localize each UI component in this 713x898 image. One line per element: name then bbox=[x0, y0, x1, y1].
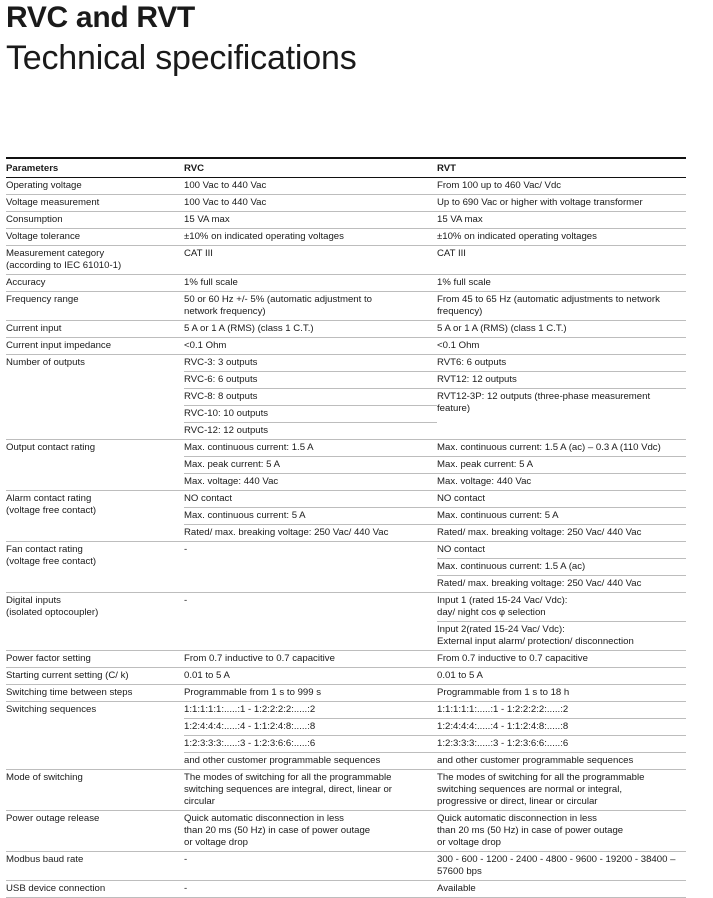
rvt-item: 1:1:1:1:1:.....:1 - 1:2:2:2:2:.....:2 bbox=[437, 702, 686, 719]
rvt-text: <0.1 Ohm bbox=[437, 340, 480, 351]
rvt-item: RVT12: 12 outputs bbox=[437, 372, 686, 389]
table-row bbox=[6, 275, 686, 292]
parameter-text: Modbus baud rate bbox=[6, 854, 84, 865]
parameter-text: Output contact rating bbox=[6, 442, 96, 453]
rvc-text: - bbox=[184, 595, 188, 606]
header-parameters: Parameters bbox=[6, 158, 184, 178]
rvt-text: 0.01 to 5 A bbox=[437, 670, 483, 681]
rvt-text: Available bbox=[437, 883, 476, 894]
parameter-text: (voltage free contact) bbox=[6, 556, 97, 567]
rvc-item: RVC-10: 10 outputs bbox=[184, 406, 437, 423]
table-row bbox=[6, 668, 686, 685]
rvt-text: than 20 ms (50 Hz) in case of power outage bbox=[437, 825, 624, 836]
rvt-text: From 0.7 inductive to 0.7 capacitive bbox=[437, 653, 588, 664]
rvc-cell bbox=[184, 811, 437, 852]
rvt-item: Max. peak current: 5 A bbox=[437, 457, 686, 474]
rvc-item: and other customer programmable sequences bbox=[184, 755, 381, 766]
rvc-cell bbox=[184, 229, 437, 246]
rvt-item: RVT6: 6 outputs bbox=[437, 355, 686, 372]
rvt-cell bbox=[437, 229, 686, 246]
rvt-item: Max. continuous current: 1.5 A (ac) – 0.3 A (110 Vdc) bbox=[437, 440, 686, 457]
rvc-text: 5 A or 1 A (RMS) (class 1 C.T.) bbox=[184, 323, 314, 334]
parameter-cell bbox=[6, 178, 184, 195]
rvt-cell bbox=[437, 811, 686, 852]
table-row bbox=[6, 852, 686, 881]
rvc-text: circular bbox=[184, 796, 215, 807]
rvt-text: CAT III bbox=[437, 248, 466, 259]
rvc-text: - bbox=[184, 854, 188, 865]
rvc-text: network frequency) bbox=[184, 306, 266, 317]
table-row bbox=[6, 491, 686, 542]
rvt-item: Max. voltage: 440 Vac bbox=[437, 476, 532, 487]
rvt-cell bbox=[437, 881, 686, 898]
table-row bbox=[6, 542, 686, 593]
parameter-cell bbox=[6, 440, 184, 491]
parameter-cell bbox=[6, 338, 184, 355]
table-row bbox=[6, 440, 686, 491]
rvt-text: 15 VA max bbox=[437, 214, 483, 225]
rvt-text: The modes of switching for all the programmable bbox=[437, 772, 645, 783]
rvc-cell bbox=[184, 852, 437, 881]
rvt-text: progressive or direct, linear or circular bbox=[437, 796, 598, 807]
rvc-cell bbox=[184, 702, 437, 770]
parameter-text: Power factor setting bbox=[6, 653, 91, 664]
parameter-cell bbox=[6, 668, 184, 685]
table-row bbox=[6, 651, 686, 668]
rvc-text: 100 Vac to 440 Vac bbox=[184, 180, 267, 191]
rvc-item: NO contact bbox=[184, 491, 437, 508]
table-row bbox=[6, 593, 686, 651]
rvc-text: 15 VA max bbox=[184, 214, 230, 225]
rvc-text: From 0.7 inductive to 0.7 capacitive bbox=[184, 653, 335, 664]
rvt-text: 1% full scale bbox=[437, 277, 491, 288]
table-row bbox=[6, 685, 686, 702]
rvt-cell bbox=[437, 491, 686, 542]
table-body bbox=[6, 178, 686, 898]
rvc-item: Rated/ max. breaking voltage: 250 Vac/ 440 Vac bbox=[184, 527, 389, 538]
table-row bbox=[6, 811, 686, 852]
parameter-cell bbox=[6, 852, 184, 881]
parameter-cell bbox=[6, 212, 184, 229]
rvt-text: 5 A or 1 A (RMS) (class 1 C.T.) bbox=[437, 323, 567, 334]
rvt-text: Quick automatic disconnection in less bbox=[437, 813, 597, 824]
parameter-cell bbox=[6, 229, 184, 246]
rvt-item: RVT12-3P: 12 outputs (three-phase measurement feature) bbox=[437, 391, 651, 414]
table-row bbox=[6, 770, 686, 811]
rvc-cell bbox=[184, 440, 437, 491]
parameter-text: Alarm contact rating bbox=[6, 493, 92, 504]
rvt-text: 300 - 600 - 1200 - 2400 - 4800 - 9600 - 19200 - 38400 – bbox=[437, 854, 676, 865]
rvt-text: From 100 up to 460 Vac/ Vdc bbox=[437, 180, 562, 191]
rvt-cell bbox=[437, 852, 686, 881]
rvt-item: Max. continuous current: 5 A bbox=[437, 508, 686, 525]
rvc-text: - bbox=[184, 883, 188, 894]
parameter-text: (according to IEC 61010-1) bbox=[6, 260, 122, 271]
parameter-text: (isolated optocoupler) bbox=[6, 607, 99, 618]
rvc-text: or voltage drop bbox=[184, 837, 248, 848]
rvc-cell bbox=[184, 685, 437, 702]
parameter-text: Voltage measurement bbox=[6, 197, 100, 208]
parameter-cell bbox=[6, 685, 184, 702]
rvt-cell bbox=[437, 651, 686, 668]
rvt-text: or voltage drop bbox=[437, 837, 501, 848]
rvt-cell bbox=[437, 440, 686, 491]
rvc-cell bbox=[184, 355, 437, 440]
rvt-text: Up to 690 Vac or higher with voltage transformer bbox=[437, 197, 643, 208]
parameter-cell bbox=[6, 292, 184, 321]
parameter-text: Accuracy bbox=[6, 277, 46, 288]
rvc-item: 1:2:4:4:4:.....:4 - 1:1:2:4:8:.....:8 bbox=[184, 719, 437, 736]
header-rvc: RVC bbox=[184, 158, 437, 178]
rvc-item: Max. continuous current: 1.5 A bbox=[184, 440, 437, 457]
rvc-cell bbox=[184, 881, 437, 898]
rvt-text: ±10% on indicated operating voltages bbox=[437, 231, 597, 242]
rvc-item: Max. continuous current: 5 A bbox=[184, 508, 437, 525]
parameter-cell bbox=[6, 881, 184, 898]
parameter-text: Measurement category bbox=[6, 248, 105, 259]
rvc-cell bbox=[184, 668, 437, 685]
rvt-item: 1:2:4:4:4:.....:4 - 1:1:2:4:8:.....:8 bbox=[437, 719, 686, 736]
rvt-item: NO contact bbox=[437, 491, 686, 508]
parameter-text: Switching time between steps bbox=[6, 687, 133, 698]
table-header-row bbox=[6, 158, 686, 178]
parameter-cell bbox=[6, 195, 184, 212]
parameter-cell bbox=[6, 770, 184, 811]
rvc-item: RVC-12: 12 outputs bbox=[184, 425, 269, 436]
table-row bbox=[6, 246, 686, 275]
parameter-text: Consumption bbox=[6, 214, 63, 225]
parameter-text: Power outage release bbox=[6, 813, 100, 824]
parameter-cell bbox=[6, 542, 184, 593]
rvc-item: RVC-6: 6 outputs bbox=[184, 372, 437, 389]
rvt-item: Input 2(rated 15-24 Vac/ Vdc): External input alarm/ protection/ disconnection bbox=[437, 624, 634, 647]
parameter-cell bbox=[6, 593, 184, 651]
rvt-cell bbox=[437, 593, 686, 651]
table-row bbox=[6, 212, 686, 229]
rvc-item: RVC-8: 8 outputs bbox=[184, 389, 437, 406]
rvt-text: frequency) bbox=[437, 306, 483, 317]
rvt-cell bbox=[437, 355, 686, 440]
parameter-cell bbox=[6, 811, 184, 852]
rvt-cell bbox=[437, 542, 686, 593]
parameter-text: Mode of switching bbox=[6, 772, 83, 783]
rvc-text: 1% full scale bbox=[184, 277, 238, 288]
parameter-text: Digital inputs bbox=[6, 595, 61, 606]
specifications-table bbox=[6, 157, 686, 898]
parameter-text: Operating voltage bbox=[6, 180, 82, 191]
rvc-cell bbox=[184, 178, 437, 195]
rvt-text: From 45 to 65 Hz (automatic adjustments to network bbox=[437, 294, 660, 305]
parameter-text: Current input impedance bbox=[6, 340, 112, 351]
rvc-text: Programmable from 1 s to 999 s bbox=[184, 687, 322, 698]
table-row bbox=[6, 195, 686, 212]
rvt-text: switching sequences are normal or integral, bbox=[437, 784, 623, 795]
rvt-cell bbox=[437, 178, 686, 195]
rvc-cell bbox=[184, 246, 437, 275]
rvc-text: The modes of switching for all the programmable bbox=[184, 772, 392, 783]
parameter-cell bbox=[6, 275, 184, 292]
rvc-text: than 20 ms (50 Hz) in case of power outage bbox=[184, 825, 371, 836]
rvc-text: CAT III bbox=[184, 248, 213, 259]
rvc-text: 100 Vac to 440 Vac bbox=[184, 197, 267, 208]
parameter-text: Fan contact rating bbox=[6, 544, 83, 555]
rvt-item: Rated/ max. breaking voltage: 250 Vac/ 440 Vac bbox=[437, 578, 642, 589]
rvt-cell bbox=[437, 275, 686, 292]
header-rvt: RVT bbox=[437, 158, 686, 178]
rvt-cell bbox=[437, 338, 686, 355]
rvt-cell bbox=[437, 246, 686, 275]
parameter-cell bbox=[6, 702, 184, 770]
rvt-cell bbox=[437, 685, 686, 702]
rvc-cell bbox=[184, 338, 437, 355]
rvc-cell bbox=[184, 212, 437, 229]
table-row bbox=[6, 178, 686, 195]
table-row bbox=[6, 229, 686, 246]
rvt-item: Input 1 (rated 15-24 Vac/ Vdc): day/ night cos φ selection bbox=[437, 593, 686, 622]
table-row bbox=[6, 338, 686, 355]
rvc-text: switching sequences are integral, direct, linear or bbox=[184, 784, 392, 795]
rvt-cell bbox=[437, 770, 686, 811]
table-row bbox=[6, 321, 686, 338]
rvc-cell bbox=[184, 321, 437, 338]
rvt-cell bbox=[437, 702, 686, 770]
rvt-text: 57600 bps bbox=[437, 866, 482, 877]
parameter-text: (voltage free contact) bbox=[6, 505, 97, 516]
parameter-text: Frequency range bbox=[6, 294, 79, 305]
rvc-item: 1:2:3:3:3:.....:3 - 1:2:3:6:6:.....:6 bbox=[184, 736, 437, 753]
rvc-cell bbox=[184, 542, 437, 593]
parameter-text: Voltage tolerance bbox=[6, 231, 81, 242]
rvt-item: and other customer programmable sequences bbox=[437, 755, 634, 766]
rvc-cell bbox=[184, 292, 437, 321]
rvc-item: Max. peak current: 5 A bbox=[184, 457, 437, 474]
parameter-cell bbox=[6, 491, 184, 542]
table-row bbox=[6, 702, 686, 770]
rvt-cell bbox=[437, 321, 686, 338]
rvt-cell bbox=[437, 195, 686, 212]
rvc-cell bbox=[184, 651, 437, 668]
parameter-text: Current input bbox=[6, 323, 62, 334]
parameter-cell bbox=[6, 321, 184, 338]
parameter-text: USB device connection bbox=[6, 883, 106, 894]
rvc-item: Max. voltage: 440 Vac bbox=[184, 476, 279, 487]
rvc-text: Quick automatic disconnection in less bbox=[184, 813, 344, 824]
rvt-item: NO contact bbox=[437, 542, 686, 559]
table-row bbox=[6, 355, 686, 440]
rvc-item: RVC-3: 3 outputs bbox=[184, 355, 437, 372]
rvc-cell bbox=[184, 275, 437, 292]
parameter-text: Number of outputs bbox=[6, 357, 85, 368]
rvc-text: ±10% on indicated operating voltages bbox=[184, 231, 344, 242]
rvc-cell bbox=[184, 593, 437, 651]
rvc-text: 0.01 to 5 A bbox=[184, 670, 230, 681]
rvc-text: <0.1 Ohm bbox=[184, 340, 227, 351]
parameter-cell bbox=[6, 246, 184, 275]
rvc-text: 50 or 60 Hz +/- 5% (automatic adjustment to bbox=[184, 294, 372, 305]
page-subtitle: Technical specifications bbox=[6, 39, 357, 77]
parameter-text: Starting current setting (C/ k) bbox=[6, 670, 129, 681]
parameter-cell bbox=[6, 651, 184, 668]
parameter-cell bbox=[6, 355, 184, 440]
rvt-cell bbox=[437, 292, 686, 321]
rvc-text: - bbox=[184, 544, 188, 555]
page-title: RVC and RVT bbox=[6, 1, 195, 34]
rvc-cell bbox=[184, 195, 437, 212]
rvt-cell bbox=[437, 212, 686, 229]
table-row bbox=[6, 881, 686, 898]
rvt-text: Programmable from 1 s to 18 h bbox=[437, 687, 570, 698]
rvt-item: Max. continuous current: 1.5 A (ac) bbox=[437, 559, 686, 576]
rvt-item: Rated/ max. breaking voltage: 250 Vac/ 440 Vac bbox=[437, 527, 642, 538]
rvc-cell bbox=[184, 770, 437, 811]
rvc-item: 1:1:1:1:1:.....:1 - 1:2:2:2:2:.....:2 bbox=[184, 702, 437, 719]
rvc-cell bbox=[184, 491, 437, 542]
parameter-text: Switching sequences bbox=[6, 704, 97, 715]
table-row bbox=[6, 292, 686, 321]
rvt-item: 1:2:3:3:3:.....:3 - 1:2:3:6:6:.....:6 bbox=[437, 736, 686, 753]
rvt-cell bbox=[437, 668, 686, 685]
